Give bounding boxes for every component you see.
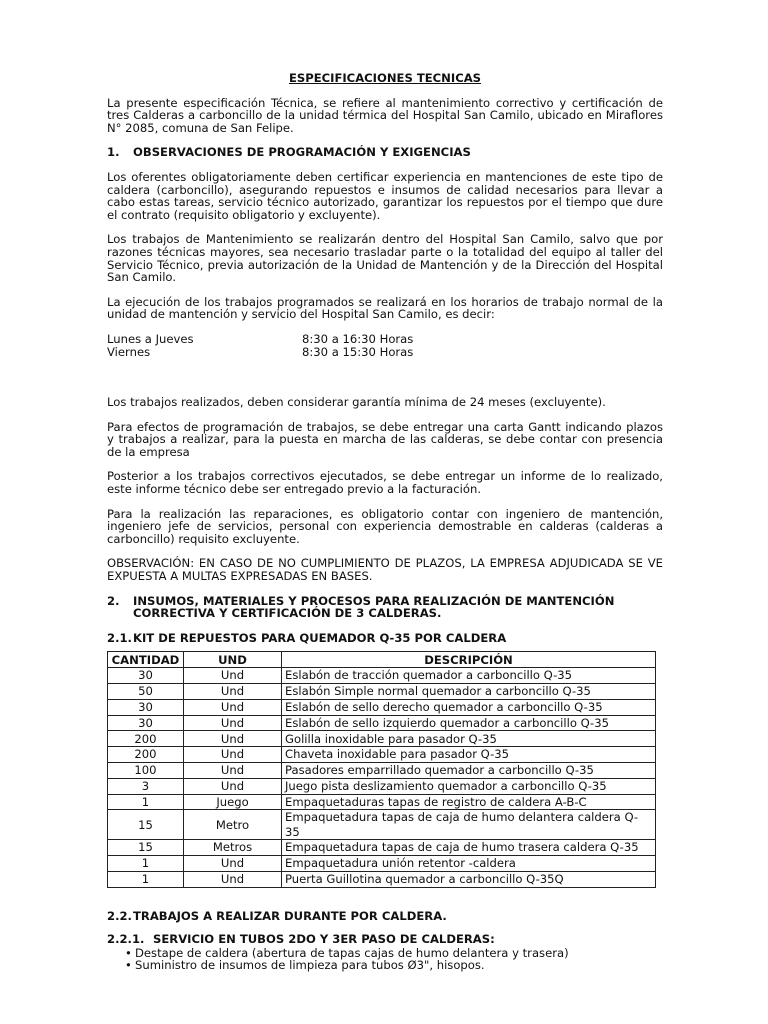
cell-quantity: 200 — [108, 747, 184, 763]
section-1-title: OBSERVACIONES DE PROGRAMACIÓN Y EXIGENCIAS — [133, 145, 471, 160]
cell-unit: Und — [184, 778, 282, 794]
schedule-hours: 8:30 a 16:30 Horas — [302, 331, 414, 346]
work-schedule — [107, 333, 663, 358]
header-unit: UND — [184, 652, 282, 668]
section-2-1-number: 2.1. — [107, 630, 132, 645]
table-row — [108, 684, 656, 700]
intro-paragraph: La presente especificación Técnica, se refiere al mantenimiento correctivo y certificación de tres Calderas a carboncillo de la unidad térmica del Hospital San Camilo, ubicado en Miraflores N° 2085, comuna de San Felipe. — [107, 95, 663, 135]
cell-quantity: 15 — [108, 840, 184, 856]
cell-unit: Juego — [184, 794, 282, 810]
section-1-paragraph-3: La ejecución de los trabajos programados se realizará en los horarios de trabajo normal de la unidad de mantención y servicio del Hospital San Camilo, es decir: — [107, 294, 663, 322]
cell-unit: Metros — [184, 840, 282, 856]
header-quantity: CANTIDAD — [108, 652, 184, 668]
observation-paragraph: OBSERVACIÓN: EN CASO DE NO CUMPLIMIENTO DE PLAZOS, LA EMPRESA ADJUDICADA SE VE EXPUESTA A MULTAS EXPRESADAS EN BASES. — [107, 556, 663, 584]
table-row — [108, 810, 656, 840]
spare-parts-table — [107, 651, 656, 887]
cell-unit: Und — [184, 684, 282, 700]
cell-quantity: 30 — [108, 715, 184, 731]
table-header-row — [108, 652, 656, 668]
table-row — [108, 715, 656, 731]
document-page — [107, 72, 663, 972]
cell-quantity: 3 — [108, 778, 184, 794]
document-title: ESPECIFICACIONES TECNICAS — [288, 71, 482, 85]
cell-description: Eslabón de sello derecho quemador a carboncillo Q-35 — [282, 699, 656, 715]
table-row — [108, 699, 656, 715]
cell-quantity: 30 — [108, 699, 184, 715]
table-row — [108, 731, 656, 747]
section-1-paragraph-5: Para efectos de programación de trabajos, se debe entregar una carta Gantt indicando plazos y trabajos a realizar, para la puesta en marcha de las calderas, se debe contar con presencia de la empresa — [107, 419, 663, 459]
section-2-2-heading — [107, 910, 663, 923]
section-1-paragraph-4: Los trabajos realizados, deben considerar garantía mínima de 24 meses (excluyente). — [107, 395, 606, 410]
section-2-1-heading — [107, 632, 663, 645]
cell-quantity: 200 — [108, 731, 184, 747]
section-2-2-number: 2.2. — [107, 908, 132, 923]
cell-unit: Und — [184, 762, 282, 778]
section-1-paragraph-7: Para la realización las reparaciones, es obligatorio contar con ingeniero de mantención, ingeniero jefe de servicios, personal con experiencia demostrable en calderas (calderas a carboncillo) requisito excluyente. — [107, 506, 663, 546]
cell-unit: Und — [184, 715, 282, 731]
table-row — [108, 794, 656, 810]
section-2-2-1-heading — [107, 933, 663, 946]
list-item-text: Destape de caldera (abertura de tapas cajas de humo delantera y trasera) — [135, 945, 569, 960]
table-row — [108, 855, 656, 871]
bullet-icon: • — [125, 945, 132, 960]
section-1-paragraph-1: Los oferentes obligatoriamente deben certificar experiencia en mantenciones de este tipo de caldera (carboncillo), asegurando repuestos e insumos de calidad necesarios para llevar a cabo estas tareas, servicio técnico autorizado, garantizar los repuestos por el tiempo que dure el contrato (requisito obligatorio y excluyente). — [107, 169, 663, 222]
cell-quantity: 100 — [108, 762, 184, 778]
cell-description: Eslabón de sello izquierdo quemador a carboncillo Q-35 — [282, 715, 656, 731]
cell-quantity: 30 — [108, 668, 184, 684]
table-row — [108, 871, 656, 887]
section-1-heading — [107, 146, 663, 159]
cell-description: Empaquetadura unión retentor -caldera — [282, 855, 656, 871]
list-item — [107, 959, 663, 972]
schedule-row — [107, 333, 663, 346]
bullet-icon: • — [125, 958, 132, 973]
section-1-number: 1. — [107, 145, 120, 160]
cell-description: Empaquetadura tapas de caja de humo delantera caldera Q-35 — [282, 810, 656, 840]
header-description: DESCRIPCIÓN — [282, 652, 656, 668]
section-1-paragraph-2: Los trabajos de Mantenimiento se realizarán dentro del Hospital San Camilo, salvo que por razones técnicas mayores, sea necesario trasladar parte o la totalidad del equipo al taller del Servicio Técnico, previa autorización de la Unidad de Mantención y de la Dirección del Hospital San Camilo. — [107, 232, 663, 285]
table-row — [108, 762, 656, 778]
cell-description: Empaquetaduras tapas de registro de caldera A-B-C — [282, 794, 656, 810]
section-2-number: 2. — [107, 593, 120, 608]
cell-quantity: 50 — [108, 684, 184, 700]
table-row — [108, 778, 656, 794]
cell-description: Eslabón de tracción quemador a carboncillo Q-35 — [282, 668, 656, 684]
cell-description: Pasadores emparrillado quemador a carboncillo Q-35 — [282, 762, 656, 778]
cell-description: Golilla inoxidable para pasador Q-35 — [282, 731, 656, 747]
schedule-hours: 8:30 a 15:30 Horas — [302, 344, 414, 359]
cell-unit: Und — [184, 871, 282, 887]
section-2-2-title: TRABAJOS A REALIZAR DURANTE POR CALDERA. — [133, 908, 447, 923]
cell-unit: Metro — [184, 810, 282, 840]
cell-description: Juego pista deslizamiento quemador a carboncillo Q-35 — [282, 778, 656, 794]
cell-description: Chaveta inoxidable para pasador Q-35 — [282, 747, 656, 763]
section-1-paragraph-6: Posterior a los trabajos correctivos ejecutados, se debe entregar un informe de lo realizado, este informe técnico debe ser entregado previo a la facturación. — [107, 469, 663, 497]
tube-service-list — [107, 947, 663, 972]
cell-quantity: 15 — [108, 810, 184, 840]
cell-description: Eslabón Simple normal quemador a carboncillo Q-35 — [282, 684, 656, 700]
table-body — [108, 668, 656, 887]
cell-unit: Und — [184, 699, 282, 715]
section-2-2-1-title: SERVICIO EN TUBOS 2DO Y 3ER PASO DE CALDERAS: — [153, 932, 495, 947]
cell-quantity: 1 — [108, 794, 184, 810]
cell-description: Puerta Guillotina quemador a carboncillo Q-35Q — [282, 871, 656, 887]
list-item-text: Suministro de insumos de limpieza para tubos Ø3", hisopos. — [135, 958, 485, 973]
table-row — [108, 840, 656, 856]
schedule-day: Viernes — [107, 344, 151, 359]
cell-unit: Und — [184, 668, 282, 684]
cell-description: Empaquetadura tapas de caja de humo trasera caldera Q-35 — [282, 840, 656, 856]
section-2-title: INSUMOS, MATERIALES Y PROCESOS PARA REALIZACIÓN DE MANTENCIÓN CORRECTIVA Y CERTIFICACIÓN DE 3 CALDERAS. — [133, 593, 615, 621]
cell-unit: Und — [184, 731, 282, 747]
section-2-1-title: KIT DE REPUESTOS PARA QUEMADOR Q-35 POR CALDERA — [133, 630, 507, 645]
cell-quantity: 1 — [108, 871, 184, 887]
section-2-heading — [107, 595, 663, 620]
section-2-2-1-number: 2.2.1. — [107, 932, 145, 947]
schedule-day: Lunes a Jueves — [107, 331, 194, 346]
cell-quantity: 1 — [108, 855, 184, 871]
cell-unit: Und — [184, 747, 282, 763]
table-row — [108, 668, 656, 684]
cell-unit: Und — [184, 855, 282, 871]
schedule-row — [107, 346, 663, 359]
table-row — [108, 747, 656, 763]
